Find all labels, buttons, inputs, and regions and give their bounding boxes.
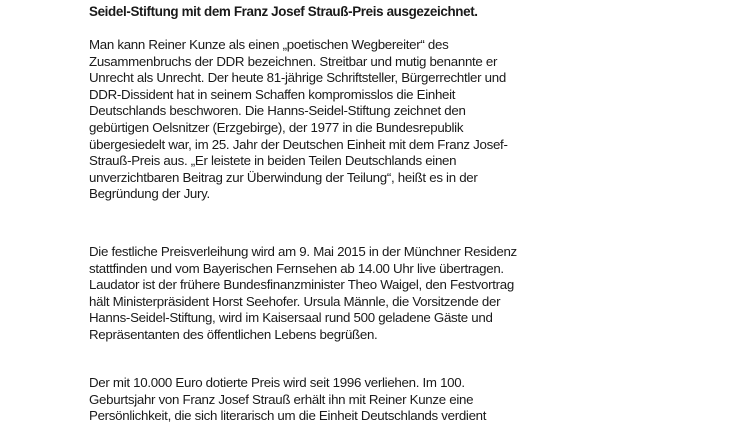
paragraph-line: unverzichtbaren Beitrag zur Überwindung der Teilung“, heißt es in der (89, 169, 478, 185)
paragraph-line: hält Ministerpräsident Horst Seehofer. Ursula Männle, die Vorsitzende der (89, 293, 501, 309)
document-page (89, 0, 569, 424)
paragraph-line: Deutschlands beschworen. Die Hanns-Seidel-Stiftung zeichnet den (89, 103, 466, 119)
paragraph-line: Strauß-Preis aus. „Er leistete in beiden Teilen Deutschlands einen (89, 153, 457, 169)
paragraph-line: Begründung der Jury. (89, 186, 210, 202)
paragraph-line: Unrecht als Unrecht. Der heute 81-jährige Schriftsteller, Bürgerrechtler und (89, 70, 506, 86)
paragraph-1 (89, 37, 508, 203)
paragraph-2 (89, 244, 517, 344)
paragraph-line: stattfinden und vom Bayerischen Fernsehen ab 14.00 Uhr live übertragen. (89, 260, 504, 276)
paragraph-line: Geburtsjahr von Franz Josef Strauß erhält ihn mit Reiner Kunze eine (89, 391, 474, 407)
paragraph-line: Repräsentanten des öffentlichen Lebens begrüßen. (89, 326, 378, 342)
paragraph-line: Persönlichkeit, die sich literarisch um die Einheit Deutschlands verdient (89, 408, 487, 424)
paragraph-line: Zusammenbruchs der DDR bezeichnen. Streitbar und mutig benannte er (89, 53, 498, 69)
paragraph-line: Man kann Reiner Kunze als einen „poetischen Wegbereiter“ des (89, 37, 449, 52)
lead-line: Seidel-Stiftung mit dem Franz Josef Strauß-Preis ausgezeichnet. (89, 4, 478, 19)
paragraph-line: übergesiedelt war, im 25. Jahr der Deutschen Einheit mit dem Franz Josef- (89, 136, 508, 152)
paragraph-line: Die festliche Preisverleihung wird am 9. Mai 2015 in der Münchner Residenz (89, 244, 517, 259)
paragraph-line: Der mit 10.000 Euro dotierte Preis wird seit 1996 verliehen. Im 100. (89, 375, 465, 390)
paragraph-line: gebürtigen Oelsnitzer (Erzgebirge), der 1977 in die Bundesrepublik (89, 119, 464, 135)
paragraph-3 (89, 375, 486, 425)
paragraph-line: Laudator ist der frühere Bundesfinanzminister Theo Waigel, den Festvortrag (89, 277, 514, 293)
paragraph-line: Hanns-Seidel-Stiftung, wird im Kaisersaal rund 500 geladene Gäste und (89, 310, 493, 326)
paragraph-line: DDR-Dissident hat in seinem Schaffen kompromisslos die Einheit (89, 86, 456, 102)
